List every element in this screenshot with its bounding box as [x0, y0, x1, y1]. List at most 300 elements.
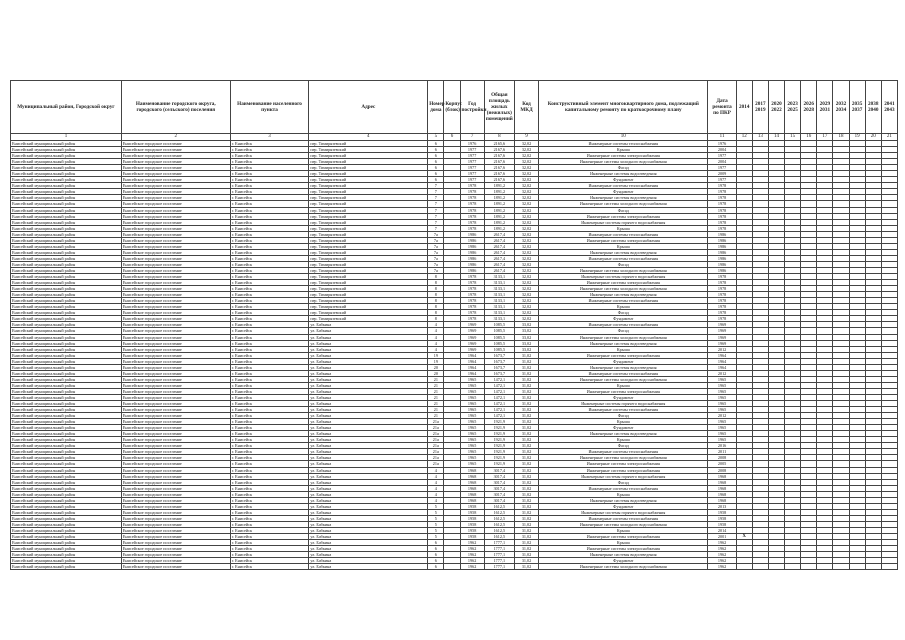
mkd-code-cell: 32,02	[514, 207, 538, 213]
district-cell: Енисейский муниципальный район	[11, 370, 122, 376]
mkd-code-cell: 31,02	[514, 540, 538, 546]
locality-cell: г. Енисейск	[230, 346, 309, 352]
settlement-cell: Енисейское городское поселение	[121, 419, 230, 425]
settlement-cell: Енисейское городское поселение	[121, 231, 230, 237]
build-year-cell: 1978	[460, 195, 484, 201]
column-number: 15	[785, 134, 801, 141]
address-cell: пер. Тимирязевский	[309, 274, 428, 280]
structural-element-cell: Инженерные системы водоотведения	[539, 195, 708, 201]
settlement-cell: Енисейское городское поселение	[121, 141, 230, 147]
build-year-cell: 1965	[460, 388, 484, 394]
settlement-cell: Енисейское городское поселение	[121, 189, 230, 195]
district-cell: Енисейский муниципальный район	[11, 249, 122, 255]
column-number: 4	[309, 134, 428, 141]
repair-date-cell: 1978	[708, 219, 736, 225]
area-cell: 3017,4	[484, 473, 514, 479]
settlement-cell: Енисейское городское поселение	[121, 558, 230, 564]
column-number: 2	[121, 134, 230, 141]
structural-element-cell: Инженерные системы электроснабжения	[539, 534, 708, 540]
repair-date-cell: 1978	[708, 292, 736, 298]
build-year-cell: 1986	[460, 255, 484, 261]
locality-cell: г. Енисейск	[230, 382, 309, 388]
settlement-cell: Енисейское городское поселение	[121, 413, 230, 419]
mkd-code-cell: 31,02	[514, 497, 538, 503]
area-cell: 2167,6	[484, 171, 514, 177]
area-cell: 1891,2	[484, 189, 514, 195]
mkd-code-cell: 32,02	[514, 165, 538, 171]
area-cell: 1612,5	[484, 534, 514, 540]
repair-date-cell: 1969	[708, 322, 736, 328]
settlement-cell: Енисейское городское поселение	[121, 286, 230, 292]
address-cell: ул. Бабкина	[309, 540, 428, 546]
house-number-cell: 7а	[428, 267, 444, 273]
house-number-cell: 5	[428, 528, 444, 534]
repair-date-cell: 1978	[708, 183, 736, 189]
house-number-cell: 5	[428, 534, 444, 540]
mkd-code-cell: 31,02	[514, 425, 538, 431]
district-cell: Енисейский муниципальный район	[11, 225, 122, 231]
district-cell: Енисейский муниципальный район	[11, 382, 122, 388]
build-year-cell: 1978	[460, 292, 484, 298]
settlement-cell: Енисейское городское поселение	[121, 201, 230, 207]
locality-cell: г. Енисейск	[230, 546, 309, 552]
mkd-code-cell: 33,02	[514, 346, 538, 352]
mkd-code-cell: 31,02	[514, 546, 538, 552]
locality-cell: г. Енисейск	[230, 207, 309, 213]
settlement-cell: Енисейское городское поселение	[121, 534, 230, 540]
house-number-cell: 7	[428, 213, 444, 219]
column-header: Наименование населенного пункта	[230, 81, 309, 134]
structural-element-cell: Фасад	[539, 413, 708, 419]
house-number-cell: 8	[428, 310, 444, 316]
house-number-cell: 6	[428, 552, 444, 558]
structural-element-cell: Инженерные системы теплоснабжения	[539, 515, 708, 521]
house-number-cell: 7	[428, 219, 444, 225]
column-header: 2026 2028	[801, 81, 817, 134]
settlement-cell: Енисейское городское поселение	[121, 449, 230, 455]
column-header: Наименование городского округа, городского (сельского) поселения	[121, 81, 230, 134]
area-cell: 3133,1	[484, 292, 514, 298]
structural-element-cell: Крыша	[539, 225, 708, 231]
build-year-cell: 1968	[460, 467, 484, 473]
district-cell: Енисейский муниципальный район	[11, 528, 122, 534]
locality-cell: г. Енисейск	[230, 419, 309, 425]
repair-date-cell: 2013	[708, 503, 736, 509]
structural-element-cell: Инженерные системы холодного водоснабжения	[539, 564, 708, 570]
locality-cell: г. Енисейск	[230, 159, 309, 165]
area-cell: 1777,1	[484, 546, 514, 552]
house-number-cell: 5	[428, 503, 444, 509]
structural-element-cell: Крыша	[539, 243, 708, 249]
locality-cell: г. Енисейск	[230, 497, 309, 503]
column-header: Год постройки	[460, 81, 484, 134]
settlement-cell: Енисейское городское поселение	[121, 255, 230, 261]
address-cell: ул. Бабкина	[309, 461, 428, 467]
address-cell: ул. Бабкина	[309, 346, 428, 352]
mkd-code-cell: 31,02	[514, 467, 538, 473]
address-cell: ул. Бабкина	[309, 467, 428, 473]
structural-element-cell: Крыша	[539, 437, 708, 443]
repair-date-cell: 2004	[708, 147, 736, 153]
house-number-cell: 21	[428, 413, 444, 419]
area-cell: 1673,7	[484, 358, 514, 364]
header-row	[11, 81, 898, 134]
area-cell: 2617,4	[484, 243, 514, 249]
address-cell: ул. Бабкина	[309, 449, 428, 455]
structural-element-cell: Инженерные системы холодного водоснабжения	[539, 267, 708, 273]
area-cell: 1921,9	[484, 461, 514, 467]
structural-element-cell: Фасад	[539, 328, 708, 334]
mkd-code-cell: 31,02	[514, 528, 538, 534]
repair-date-cell: 1965	[708, 425, 736, 431]
build-year-cell: 1968	[460, 485, 484, 491]
settlement-cell: Енисейское городское поселение	[121, 388, 230, 394]
mkd-code-cell: 31,02	[514, 431, 538, 437]
structural-element-cell: Инженерные системы теплоснабжения	[539, 370, 708, 376]
settlement-cell: Енисейское городское поселение	[121, 243, 230, 249]
address-cell: ул. Бабкина	[309, 552, 428, 558]
build-year-cell: 1962	[460, 552, 484, 558]
column-number: 8	[484, 134, 514, 141]
build-year-cell: 1978	[460, 225, 484, 231]
district-cell: Енисейский муниципальный район	[11, 195, 122, 201]
locality-cell: г. Енисейск	[230, 515, 309, 521]
structural-element-cell: Инженерные системы горячего водоснабжения	[539, 219, 708, 225]
column-number: 19	[849, 134, 865, 141]
repair-date-cell: 1964	[708, 358, 736, 364]
build-year-cell: 1968	[460, 479, 484, 485]
settlement-cell: Енисейское городское поселение	[121, 515, 230, 521]
period-cell	[865, 564, 881, 570]
locality-cell: г. Енисейск	[230, 316, 309, 322]
structural-element-cell: Фундамент	[539, 394, 708, 400]
mkd-code-cell: 33,02	[514, 328, 538, 334]
build-year-cell: 1965	[460, 461, 484, 467]
settlement-cell: Енисейское городское поселение	[121, 261, 230, 267]
mkd-code-cell: 32,02	[514, 219, 538, 225]
structural-element-cell: Инженерные системы электроснабжения	[539, 280, 708, 286]
locality-cell: г. Енисейск	[230, 298, 309, 304]
mkd-code-cell: 31,02	[514, 485, 538, 491]
locality-cell: г. Енисейск	[230, 153, 309, 159]
area-cell: 1085,5	[484, 328, 514, 334]
structural-element-cell: Инженерные системы горячего водоснабжения	[539, 274, 708, 280]
area-cell: 1472,1	[484, 407, 514, 413]
mkd-code-cell: 31,02	[514, 509, 538, 515]
district-cell: Енисейский муниципальный район	[11, 334, 122, 340]
district-cell: Енисейский муниципальный район	[11, 419, 122, 425]
locality-cell: г. Енисейск	[230, 407, 309, 413]
structural-element-cell: Инженерные системы горячего водоснабжения	[539, 509, 708, 515]
house-number-cell: 6	[428, 159, 444, 165]
settlement-cell: Енисейское городское поселение	[121, 376, 230, 382]
mkd-code-cell: 31,02	[514, 443, 538, 449]
column-header: 2029 2031	[817, 81, 833, 134]
mkd-code-cell: 31,02	[514, 401, 538, 407]
settlement-cell: Енисейское городское поселение	[121, 310, 230, 316]
house-number-cell: 21а	[428, 437, 444, 443]
district-cell: Енисейский муниципальный район	[11, 407, 122, 413]
structural-element-cell: Инженерные системы водоотведения	[539, 552, 708, 558]
mkd-code-cell: 31,02	[514, 407, 538, 413]
build-year-cell: 1978	[460, 274, 484, 280]
mkd-code-cell: 32,02	[514, 255, 538, 261]
area-cell: 2167,6	[484, 153, 514, 159]
repair-date-cell: 1968	[708, 491, 736, 497]
repair-date-cell: 1958	[708, 521, 736, 527]
house-number-cell: 21а	[428, 455, 444, 461]
address-cell: ул. Бабкина	[309, 491, 428, 497]
locality-cell: г. Енисейск	[230, 509, 309, 515]
district-cell: Енисейский муниципальный район	[11, 485, 122, 491]
locality-cell: г. Енисейск	[230, 388, 309, 394]
house-number-cell: 21а	[428, 461, 444, 467]
address-cell: пер. Тимирязевский	[309, 237, 428, 243]
locality-cell: г. Енисейск	[230, 340, 309, 346]
area-cell: 2617,4	[484, 231, 514, 237]
repair-date-cell: 1978	[708, 298, 736, 304]
mkd-code-cell: 32,02	[514, 183, 538, 189]
locality-cell: г. Енисейск	[230, 461, 309, 467]
build-year-cell: 1978	[460, 304, 484, 310]
build-year-cell: 1962	[460, 546, 484, 552]
locality-cell: г. Енисейск	[230, 358, 309, 364]
house-number-cell: 6	[428, 165, 444, 171]
district-cell: Енисейский муниципальный район	[11, 141, 122, 147]
repair-date-cell: 2001	[708, 534, 736, 540]
mkd-code-cell: 31,02	[514, 364, 538, 370]
locality-cell: г. Енисейск	[230, 473, 309, 479]
house-number-cell: 21	[428, 407, 444, 413]
house-number-cell: 4	[428, 322, 444, 328]
build-year-cell: 1958	[460, 528, 484, 534]
district-cell: Енисейский муниципальный район	[11, 274, 122, 280]
locality-cell: г. Енисейск	[230, 443, 309, 449]
locality-cell: г. Енисейск	[230, 225, 309, 231]
build-year-cell: 1978	[460, 207, 484, 213]
structural-element-cell: Инженерные системы теплоснабжения	[539, 298, 708, 304]
settlement-cell: Енисейское городское поселение	[121, 364, 230, 370]
structural-element-cell: Инженерные системы холодного водоснабжения	[539, 159, 708, 165]
area-cell: 1921,9	[484, 449, 514, 455]
repair-date-cell: 1965	[708, 401, 736, 407]
district-cell: Енисейский муниципальный район	[11, 558, 122, 564]
repair-date-cell: 1964	[708, 364, 736, 370]
locality-cell: г. Енисейск	[230, 491, 309, 497]
house-number-cell: 7	[428, 201, 444, 207]
mkd-code-cell: 32,02	[514, 316, 538, 322]
structural-element-cell: Фасад	[539, 479, 708, 485]
settlement-cell: Енисейское городское поселение	[121, 249, 230, 255]
address-cell: ул. Бабкина	[309, 322, 428, 328]
repair-date-cell: 1978	[708, 207, 736, 213]
house-number-cell: 5	[428, 521, 444, 527]
district-cell: Енисейский муниципальный район	[11, 364, 122, 370]
house-number-cell: 7	[428, 189, 444, 195]
area-cell: 1921,9	[484, 455, 514, 461]
repair-date-cell: 1978	[708, 304, 736, 310]
mkd-code-cell: 32,02	[514, 286, 538, 292]
capital-repair-plan-sheet	[10, 80, 898, 570]
address-cell: пер. Тимирязевский	[309, 207, 428, 213]
address-cell: пер. Тимирязевский	[309, 255, 428, 261]
structural-element-cell: Инженерные системы теплоснабжения	[539, 183, 708, 189]
build-year-cell: 1958	[460, 509, 484, 515]
structural-element-cell: Инженерные системы холодного водоснабжения	[539, 521, 708, 527]
house-number-cell: 21а	[428, 431, 444, 437]
build-year-cell: 1978	[460, 298, 484, 304]
address-cell: пер. Тимирязевский	[309, 213, 428, 219]
build-year-cell: 1965	[460, 437, 484, 443]
build-year-cell: 1978	[460, 213, 484, 219]
column-number: 6	[444, 134, 460, 141]
address-cell: ул. Бабкина	[309, 401, 428, 407]
column-header: Номер дома	[428, 81, 444, 134]
house-number-cell: 8	[428, 286, 444, 292]
column-header: Общая площадь жилых (нежилых) помещений	[484, 81, 514, 134]
repair-date-cell: 1968	[708, 485, 736, 491]
address-cell: ул. Бабкина	[309, 370, 428, 376]
column-header: 2038 2040	[865, 81, 881, 134]
mkd-code-cell: 31,02	[514, 534, 538, 540]
settlement-cell: Енисейское городское поселение	[121, 147, 230, 153]
district-cell: Енисейский муниципальный район	[11, 322, 122, 328]
repair-date-cell: 1968	[708, 479, 736, 485]
address-cell: ул. Бабкина	[309, 425, 428, 431]
build-year-cell: 1968	[460, 473, 484, 479]
repair-date-cell: 1962	[708, 540, 736, 546]
house-number-cell: 4	[428, 497, 444, 503]
repair-date-cell: 1976	[708, 141, 736, 147]
repair-date-cell: 1978	[708, 213, 736, 219]
address-cell: ул. Бабкина	[309, 528, 428, 534]
build-year-cell: 1969	[460, 340, 484, 346]
settlement-cell: Енисейское городское поселение	[121, 491, 230, 497]
structural-element-cell: Крыша	[539, 382, 708, 388]
repair-date-cell: 1978	[708, 286, 736, 292]
structural-element-cell: Инженерные системы водоотведения	[539, 249, 708, 255]
area-cell: 2167,6	[484, 165, 514, 171]
structural-element-cell: Инженерные системы электроснабжения	[539, 352, 708, 358]
build-year-cell: 1986	[460, 237, 484, 243]
mkd-code-cell: 31,02	[514, 491, 538, 497]
mkd-code-cell: 31,02	[514, 352, 538, 358]
repair-date-cell: 1965	[708, 376, 736, 382]
locality-cell: г. Енисейск	[230, 352, 309, 358]
repair-date-cell: 2004	[708, 159, 736, 165]
repair-date-cell: 1965	[708, 431, 736, 437]
address-cell: ул. Бабкина	[309, 509, 428, 515]
address-cell: ул. Бабкина	[309, 419, 428, 425]
district-cell: Енисейский муниципальный район	[11, 147, 122, 153]
repair-date-cell: 1978	[708, 280, 736, 286]
locality-cell: г. Енисейск	[230, 249, 309, 255]
column-number: 17	[817, 134, 833, 141]
repair-date-cell: 1965	[708, 419, 736, 425]
mkd-code-cell: 31,02	[514, 479, 538, 485]
address-cell: пер. Тимирязевский	[309, 231, 428, 237]
address-cell: пер. Тимирязевский	[309, 249, 428, 255]
house-number-cell: 4	[428, 346, 444, 352]
build-year-cell: 1964	[460, 364, 484, 370]
structural-element-cell: Инженерные системы электроснабжения	[539, 467, 708, 473]
build-year-cell: 1978	[460, 201, 484, 207]
build-year-cell: 1965	[460, 425, 484, 431]
structural-element-cell: Крыша	[539, 540, 708, 546]
build-year-cell: 1962	[460, 540, 484, 546]
district-cell: Енисейский муниципальный район	[11, 267, 122, 273]
settlement-cell: Енисейское городское поселение	[121, 425, 230, 431]
column-number: 16	[801, 134, 817, 141]
area-cell: 1612,5	[484, 528, 514, 534]
column-header: 2032 2034	[833, 81, 849, 134]
area-cell: 1921,9	[484, 443, 514, 449]
district-cell: Енисейский муниципальный район	[11, 388, 122, 394]
settlement-cell: Енисейское городское поселение	[121, 509, 230, 515]
mkd-code-cell: 32,02	[514, 243, 538, 249]
mkd-code-cell: 32,02	[514, 225, 538, 231]
settlement-cell: Енисейское городское поселение	[121, 503, 230, 509]
repair-date-cell: 1978	[708, 274, 736, 280]
repair-date-cell: 1986	[708, 255, 736, 261]
settlement-cell: Енисейское городское поселение	[121, 467, 230, 473]
build-year-cell: 1977	[460, 171, 484, 177]
settlement-cell: Енисейское городское поселение	[121, 528, 230, 534]
area-cell: 3017,4	[484, 479, 514, 485]
mkd-code-cell: 32,02	[514, 310, 538, 316]
house-number-cell: 8	[428, 298, 444, 304]
district-cell: Енисейский муниципальный район	[11, 213, 122, 219]
structural-element-cell: Инженерные системы горячего водоснабжения	[539, 401, 708, 407]
locality-cell: г. Енисейск	[230, 528, 309, 534]
locality-cell: г. Енисейск	[230, 147, 309, 153]
locality-cell: г. Енисейск	[230, 370, 309, 376]
house-number-cell: 20	[428, 364, 444, 370]
repair-date-cell: 2008	[708, 455, 736, 461]
column-number: 14	[768, 134, 784, 141]
settlement-cell: Енисейское городское поселение	[121, 394, 230, 400]
settlement-cell: Енисейское городское поселение	[121, 358, 230, 364]
structural-element-cell: Фундамент	[539, 177, 708, 183]
settlement-cell: Енисейское городское поселение	[121, 540, 230, 546]
mkd-code-cell: 31,02	[514, 358, 538, 364]
structural-element-cell: Инженерные системы теплоснабжения	[539, 255, 708, 261]
address-cell: пер. Тимирязевский	[309, 159, 428, 165]
locality-cell: г. Енисейск	[230, 437, 309, 443]
house-number-cell: 6	[428, 540, 444, 546]
column-header: 2035 2037	[849, 81, 865, 134]
build-year-cell: 1965	[460, 449, 484, 455]
locality-cell: г. Енисейск	[230, 310, 309, 316]
district-cell: Енисейский муниципальный район	[11, 503, 122, 509]
mkd-code-cell: 31,02	[514, 376, 538, 382]
build-year-cell: 1977	[460, 159, 484, 165]
district-cell: Енисейский муниципальный район	[11, 431, 122, 437]
area-cell: 1891,2	[484, 183, 514, 189]
structural-element-cell: Инженерные системы холодного водоснабжения	[539, 376, 708, 382]
column-number: 20	[865, 134, 881, 141]
column-header: Код МКД	[514, 81, 538, 134]
house-number-cell: 8	[428, 274, 444, 280]
repair-date-cell: 1962	[708, 546, 736, 552]
locality-cell: г. Енисейск	[230, 304, 309, 310]
structural-element-cell: Инженерные системы водоотведения	[539, 364, 708, 370]
mkd-code-cell: 32,02	[514, 153, 538, 159]
period-cell	[736, 564, 752, 570]
structural-element-cell: Фундамент	[539, 558, 708, 564]
structural-element-cell: Крыша	[539, 528, 708, 534]
house-number-cell: 21	[428, 376, 444, 382]
